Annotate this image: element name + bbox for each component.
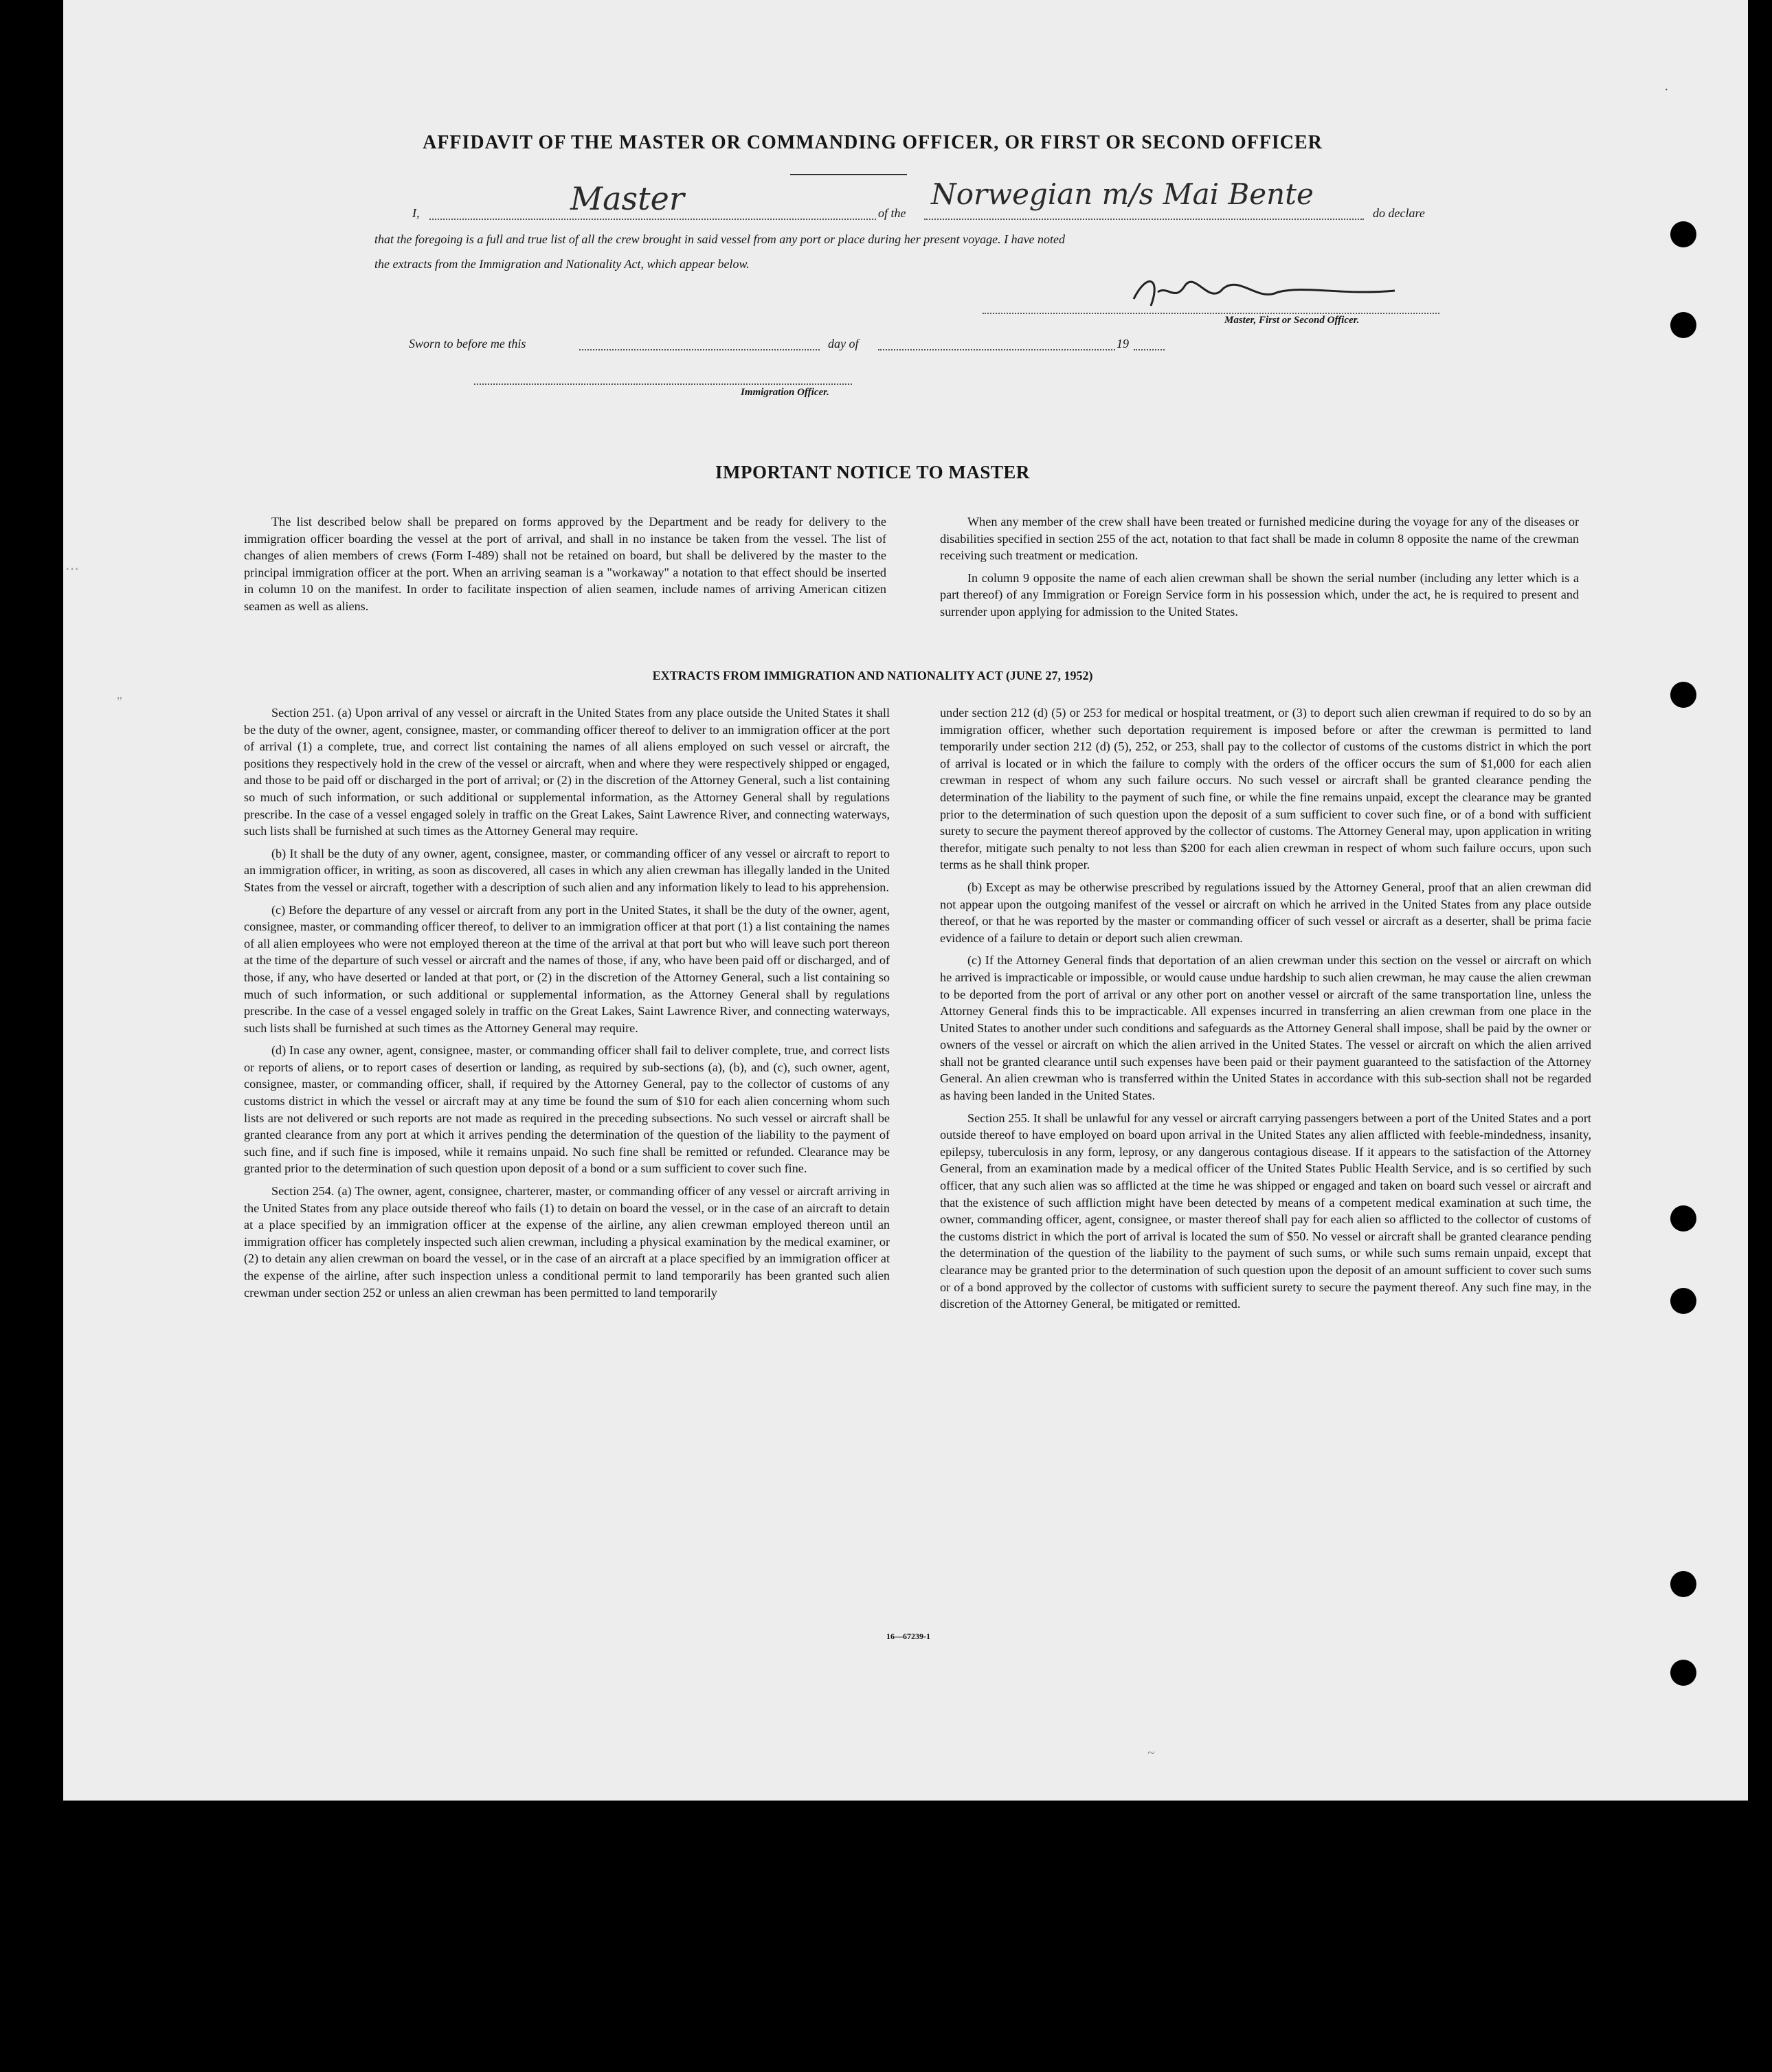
stray-mark: · <box>1664 82 1669 98</box>
extracts-left-column <box>244 704 890 1306</box>
extract-paragraph: Section 254. (a) The owner, agent, consignee, charterer, master, or commanding officer of any vessel or aircraft arriving in the United States from any place outside thereof who fails (1) to detain on board the vessel, or in the case of an aircraft to detain at a place specified by an immigration officer at the expense of the airline, any alien crewman employed thereon until an immigration officer has completely inspected such alien crewman, including a physical examination by the medical examiner, or (2) to detain any alien crewman on board the vessel, or in the case of an aircraft at a place specified by an immigration officer at the expense of the airline, after such inspection unless a conditional permit to land temporarily has been granted such alien crewman under section 252 or unless an alien crewman has been permitted to land temporarily <box>244 1184 890 1300</box>
line1-do-declare: do declare <box>1373 206 1425 220</box>
notice-left-paragraph <box>244 513 886 621</box>
vessel-blank[interactable] <box>924 219 1364 220</box>
stray-mark: ⋯ <box>65 561 79 577</box>
notice-right-text-2: In column 9 opposite the name of each alien crewman shall be shown the serial number (including any letter which is a part thereof) of any Immigration or Foreign Service form in his possession which, under the act, he is required to present and surrender upon applying for admission to the United States. <box>940 570 1579 619</box>
signature-caption: Master, First or Second Officer. <box>1224 315 1360 326</box>
stray-mark: " <box>117 694 123 709</box>
stray-mark: ~ <box>1147 1746 1155 1761</box>
extract-paragraph: (b) Except as may be otherwise prescribed by regulations issued by the Attorney General, proof that an alien crewman did not appear upon the outgoing manifest of the vessel or aircraft on which he arrived in the United States from any place outside thereof, or that he was reported by the master or commanding officer of such vessel or aircraft as a deserter, shall be prima facie evidence of a failure to detain or deport such alien crewman. <box>940 880 1591 945</box>
line1-i: I, <box>412 206 420 220</box>
day-of-text: day of <box>828 337 859 350</box>
form-code: 16—67239-1 <box>886 1631 930 1641</box>
master-signature <box>1120 265 1409 320</box>
signature-line[interactable] <box>983 313 1439 314</box>
handwritten-role: Master <box>570 180 684 217</box>
name-blank[interactable] <box>429 219 876 220</box>
year-prefix: 19 <box>1117 337 1129 350</box>
binder-hole <box>1670 1288 1696 1314</box>
officer-caption: Immigration Officer. <box>741 387 829 398</box>
binder-hole <box>1670 1660 1696 1686</box>
binder-hole <box>1670 221 1696 247</box>
binder-hole <box>1670 682 1696 708</box>
binder-hole <box>1670 1571 1696 1597</box>
notice-right-text-1: When any member of the crew shall have been treated or furnished medicine during the voyage for any of the diseases or disabilities specified in section 255 of the act, notation to that fact shall be made in column 8 opposite the name of the crewman receiving such treatment or medication. <box>940 515 1579 563</box>
sworn-month-blank[interactable] <box>878 349 1115 350</box>
extract-paragraph: (b) It shall be the duty of any owner, agent, consignee, master, or commanding officer of any vessel or aircraft to report to an immigration officer, in writing, as soon as discovered, all cases in which any alien crewman has illegally landed in the United States from the vessel or aircraft, together with a description of such alien and any information likely to lead to his apprehension. <box>244 846 890 894</box>
title-divider <box>790 174 907 175</box>
extract-paragraph: (c) If the Attorney General finds that deportation of an alien crewman under this section on the vessel or aircraft on which he arrived is impracticable or impossible, or would cause undue hardship to such alien crewman, he may cause the alien crewman to be deported from the port of arrival or any other port on another vessel or aircraft of the same transportation line, unless the Attorney General finds this to be impracticable. All expenses incurred in transferring an alien crewman from one place in the United States to another under such conditions and safeguards as the Attorney General shall impose, shall be paid by the owner or owners of the vessel or aircraft on which the alien arrived in the United States. The vessel or aircraft on which the alien arrived shall not be granted clearance until such expenses have been paid or their payment guaranteed to the satisfaction of the Attorney General. An alien crewman who is transferred within the United States in accordance with this sub-section shall not be regarded as having been landed in the United States. <box>940 953 1591 1103</box>
notice-heading: IMPORTANT NOTICE TO MASTER <box>715 462 1030 482</box>
handwritten-vessel: Norwegian m/s Mai Bente <box>931 177 1314 211</box>
extract-paragraph: under section 212 (d) (5) or 253 for medical or hospital treatment, or (3) to deport such alien crewman if required to do so by an immigration officer, whether such deportation requirement is imposed before or after the crewman is permitted to land temporarily under section 212 (d) (5), 252, or 253, shall pay to the collector of customs of the customs district in which the port of arrival is located or in which the failure to comply with the orders of the officer occurs the sum of $1,000 for each alien crewman in respect of whom any such failure occurs. No such vessel or aircraft shall be granted clearance pending the determination of the liability to the payment of such fine, or while the fine remains unpaid, except the clearance may be granted prior to the determination of such question upon the deposit of a sum sufficient to cover such fine, or of a bond with sufficient surety to secure the payment thereof approved by the collector of customs. The Attorney General may, upon application in writing therefor, mitigate such penalty to not less than $200 for each alien crewman in respect of whom such failure occurs, upon such terms as he shall think proper. <box>940 706 1591 872</box>
line1-of-the: of the <box>878 206 906 220</box>
sworn-year-blank[interactable] <box>1134 349 1165 350</box>
extracts-heading: EXTRACTS FROM IMMIGRATION AND NATIONALITY ACT (JUNE 27, 1952) <box>652 669 1093 682</box>
extract-paragraph: (d) In case any owner, agent, consignee, master, or commanding officer shall fail to deliver complete, true, and correct lists or reports of aliens, or to report cases of desertion or landing, as required by sub-sections (a), (b), and (c), such owner, agent, consignee, master, or commanding officer, shall, if required by the Attorney General, pay to the collector of customs of any customs district in which the vessel or aircraft may at any time be found the sum of $10 for each alien concerning whom such lists are not delivered or such reports are not made as required in the preceding subsections. No such vessel or aircraft shall be granted clearance from any port at which it arrives pending the determination of the question of the liability to the payment of such fine, and if such fine is imposed, while it remains unpaid. No such fine shall be remitted or refunded. Clearance may be granted prior to the determination of such question upon deposit of a bond or a sum sufficient to cover such fine. <box>244 1043 890 1176</box>
officer-signature-line[interactable] <box>474 383 852 385</box>
extract-paragraph: Section 255. It shall be unlawful for any vessel or aircraft carrying passengers between a port of the United States and a port outside thereof to have employed on board upon arrival in the United States any alien afflicted with feeble-mindedness, insanity, epilepsy, tuberculosis in any form, leprosy, or any dangerous contagious disease. If it appears to the satisfaction of the Attorney General, from an examination made by a medical officer of the United States Public Health Service, and is so certified by such officer, that any such alien was so afflicted at the time he was shipped or engaged and taken on board such vessel or aircraft and that the existence of such affliction might have been detected by means of a competent medical examination at such time, the owner, commanding officer, agent, consignee, or master thereof shall pay for each alien so afflicted to the collector of customs of the customs district in which the port of arrival is located the sum of $50. No vessel or aircraft shall be granted clearance pending the determination of the question of the liability to the payment of such sums, or while such sums remain unpaid, except that clearance may be granted prior to the determination of such question upon the deposit of an amount sufficient to cover such sums or of a bond approved by the collector of customs with sufficient surety to secure the payment thereof. Any such fine may, in the discretion of the Attorney General, be mitigated or remitted. <box>940 1111 1591 1311</box>
notice-left-text: The list described below shall be prepared on forms approved by the Department and be ready for delivery to the immigration officer boarding the vessel at the port of arrival, and shall in no instance be taken from the vessel. The list of changes of alien members of crews (Form I-489) shall not be retained on board, but shall be delivered by the master to the principal immigration officer at the port. When an arriving seaman is a "workaway" a notation to that effect should be inserted in column 10 on the manifest. In order to facilitate inspection of alien seamen, include names of arriving American citizen seamen as well as aliens. <box>244 515 886 613</box>
extract-paragraph: (c) Before the departure of any vessel or aircraft from any port in the United States, it shall be the duty of the owner, agent, consignee, master, or commanding officer thereof, to deliver to an immigration officer at that port (1) a list containing the names of all alien employees who were not employed thereon at the time of the arrival at that port but who will leave such port thereon at the time of the departure of such vessel or aircraft and the names of those, if any, who have been paid off or discharged, and of those, if any, who have deserted or landed at that port, or (2) in the discretion of the Attorney General, such a list containing so much of such information, or such additional or supplemental information, as the Attorney General shall by regulations prescribe. In the case of a vessel engaged solely in traffic on the Great Lakes, Saint Lawrence River, and connecting waterways, such lists shall be furnished at such times as the Attorney General may require. <box>244 902 890 1035</box>
notice-right-column <box>940 513 1579 626</box>
extracts-right-column <box>940 704 1591 1318</box>
affidavit-title: AFFIDAVIT OF THE MASTER OR COMMANDING OFFICER, OR FIRST OR SECOND OFFICER <box>423 132 1323 153</box>
binder-hole <box>1670 1205 1696 1232</box>
binder-hole <box>1670 312 1696 338</box>
extract-paragraph: Section 251. (a) Upon arrival of any vessel or aircraft in the United States from any place outside the United States it shall be the duty of the owner, agent, consignee, master, or commanding officer thereof to deliver to an immigration officer at the port of arrival (1) a complete, true, and correct list containing the names of all aliens employed on such vessel or aircraft, the positions they respectively hold in the crew of the vessel or aircraft, when and where they were respectively shipped or engaged, and those to be paid off or discharged in the port of arrival; or (2) in the discretion of the Attorney General, such a list containing so much of such information, or such additional or supplemental information, as the Attorney General shall by regulations prescribe. In the case of a vessel engaged solely in traffic on the Great Lakes, Saint Lawrence River, and connecting waterways, such lists shall be furnished at such times as the Attorney General may require. <box>244 706 890 838</box>
sworn-text: Sworn to before me this <box>409 337 526 350</box>
sworn-day-blank[interactable] <box>579 349 820 350</box>
affidavit-body-line1: that the foregoing is a full and true list of all the crew brought in said vessel from any port or place during her present voyage. I have noted <box>374 232 1066 246</box>
affidavit-body-line2: the extracts from the Immigration and Nationality Act, which appear below. <box>374 257 750 271</box>
